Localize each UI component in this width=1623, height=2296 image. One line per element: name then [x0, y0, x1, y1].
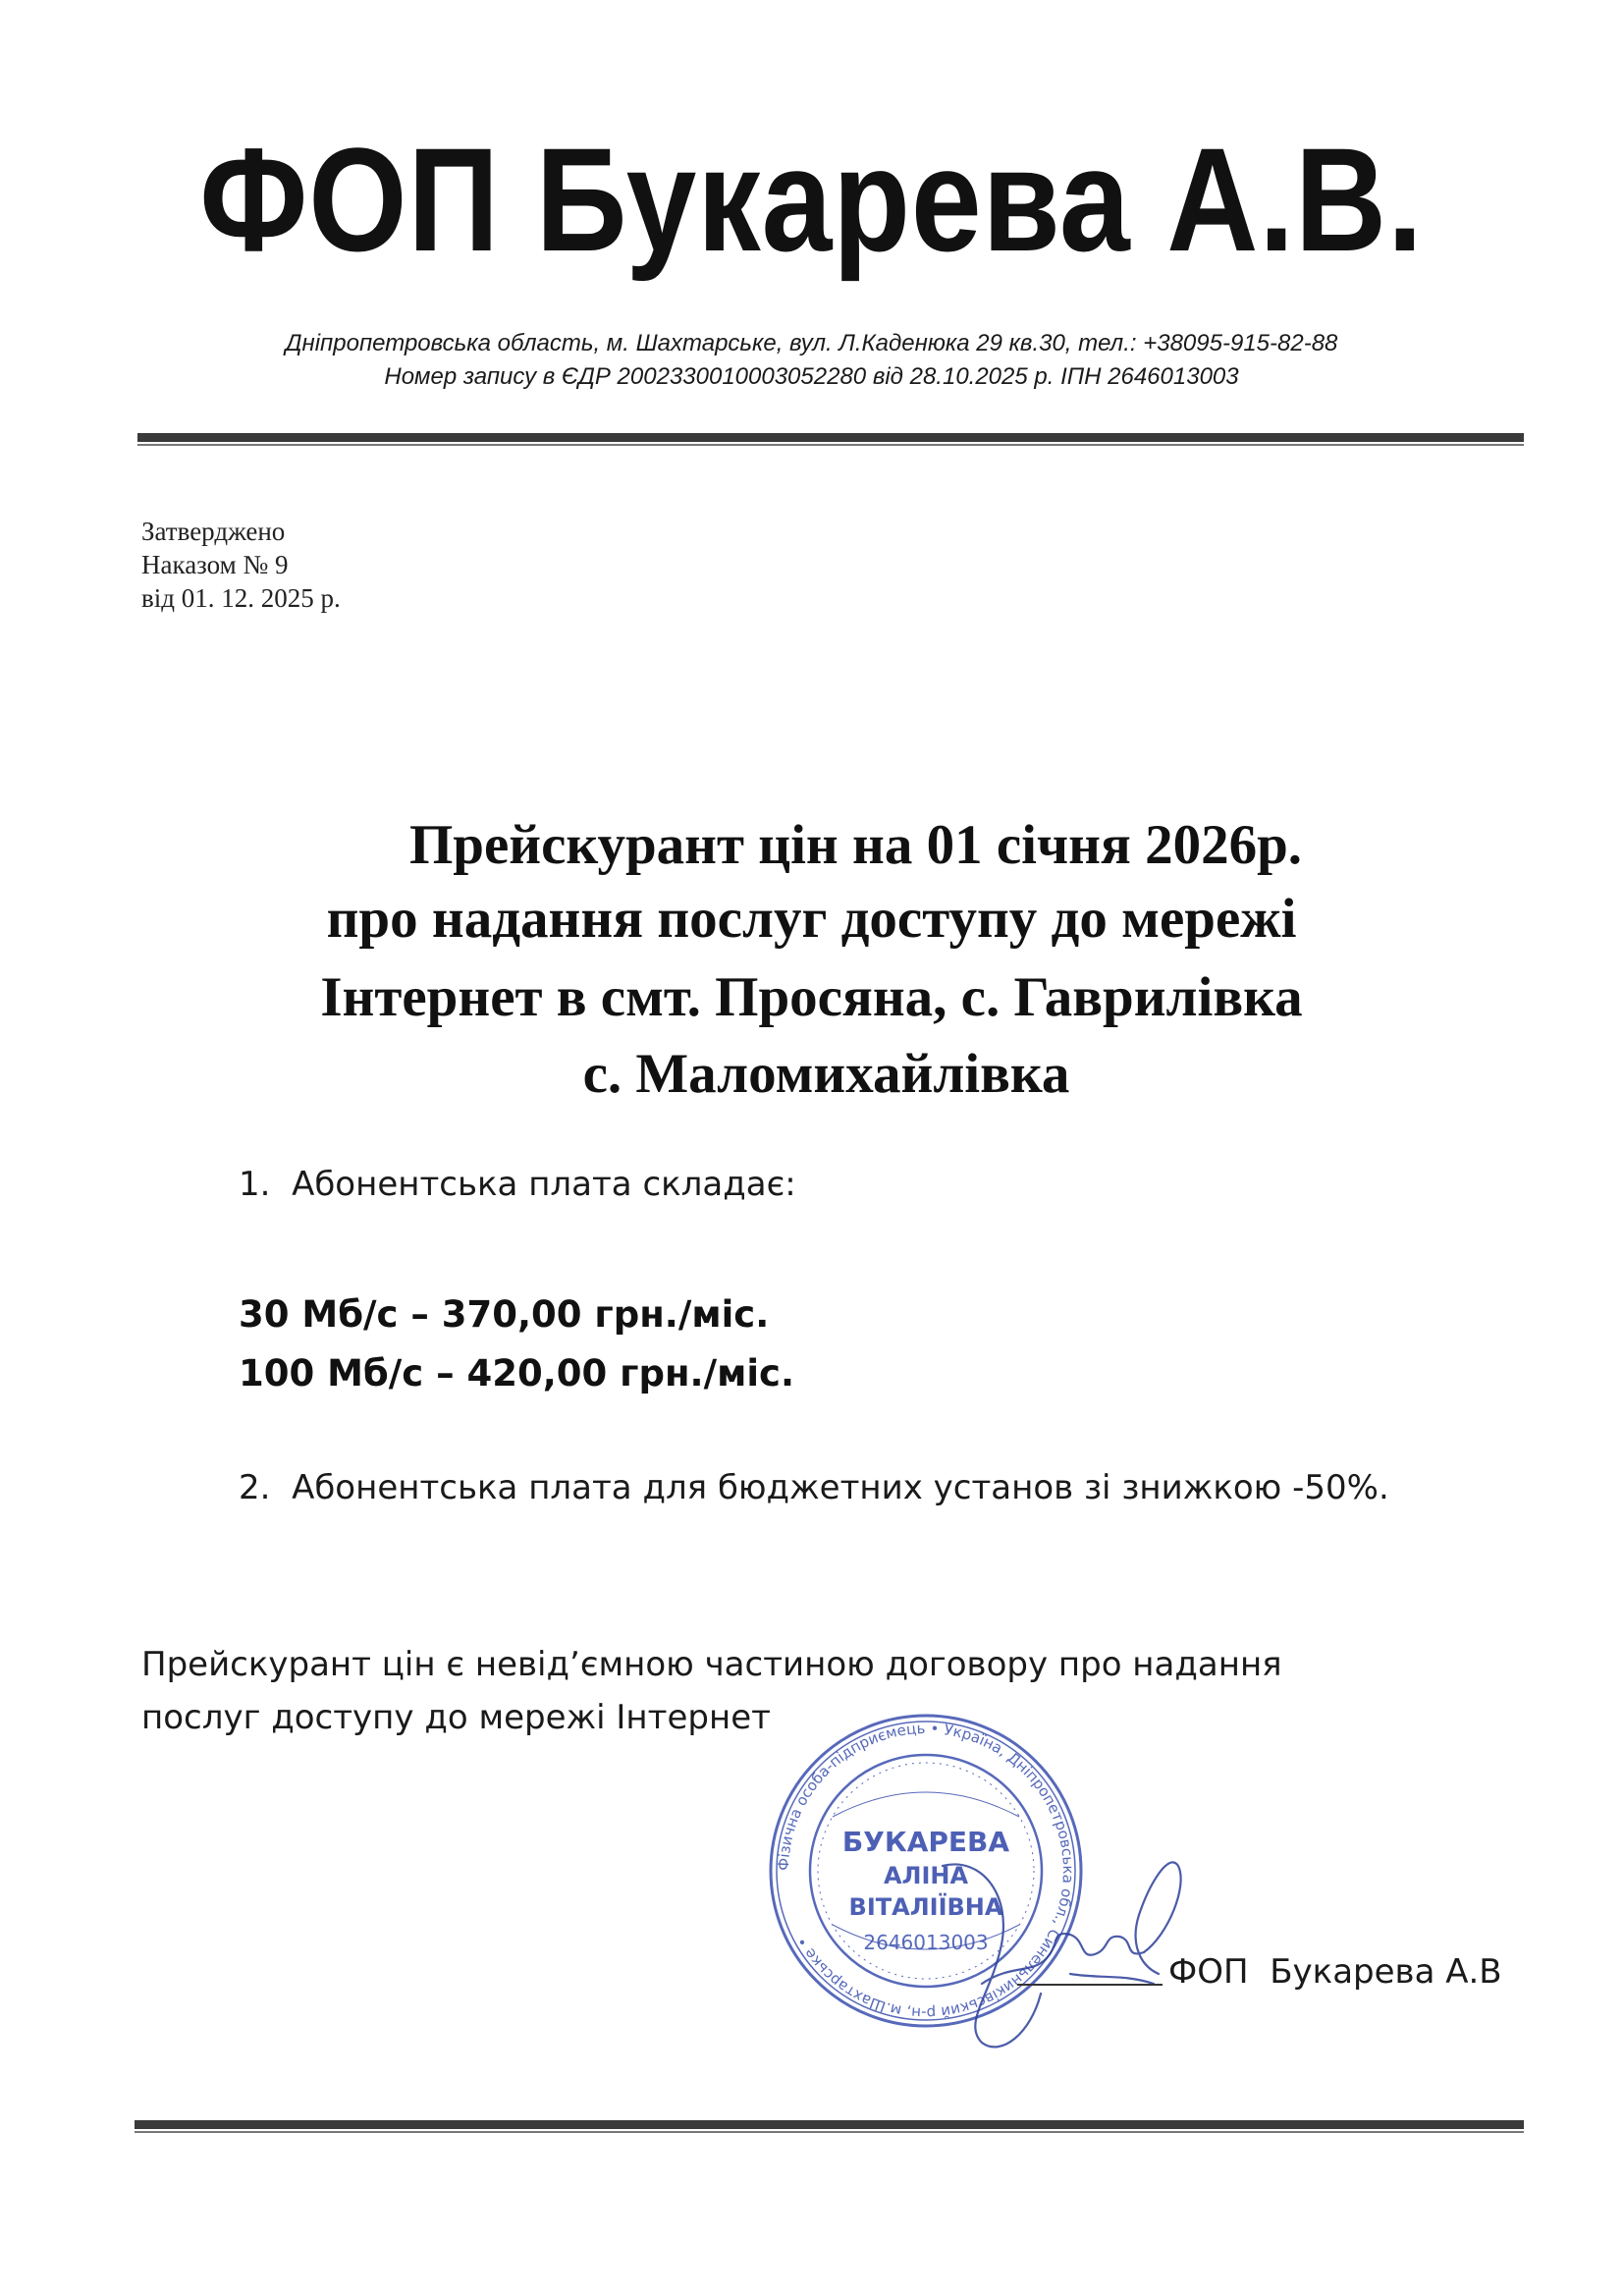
company-registry: Номер запису в ЄДР 2002330010003052280 від 28.10.2025 р. ІПН 2646013003: [384, 363, 1239, 390]
company-logo: ФОП Букарева А.В.: [199, 117, 1424, 282]
stamp-patronymic: ВІТАЛІЇВНА: [848, 1893, 1003, 1921]
list-item: [239, 1163, 796, 1206]
list-item-text: Абонентська плата для бюджетних установ зі знижкою -50%.: [292, 1468, 1389, 1507]
stamp-first-name: АЛІНА: [883, 1862, 969, 1889]
company-address: Дніпропетровська область, м. Шахтарське, вул. Л.Каденюка 29 кв.30, тел.: +38095-915-82-88: [285, 330, 1338, 356]
signatory-name: ФОП Букарева А.В: [1168, 1952, 1502, 1992]
list-item-number: 2.: [239, 1468, 271, 1507]
stamp-surname: БУКАРЕВА: [841, 1826, 1010, 1858]
footer-line-1: Прейскурант цін є невід’ємною частиною договору про надання: [141, 1645, 1282, 1684]
footer-divider: [135, 2120, 1524, 2129]
handwritten-signature: [923, 1827, 1217, 2062]
rate-100: 100 Мб/с – 420,00 грн./міс.: [239, 1352, 795, 1394]
title-line-3: Інтернет в смт. Просяна, с. Гаврилівка: [320, 966, 1303, 1028]
title-line-4: с. Маломихайлівка: [582, 1043, 1070, 1105]
list-item: [239, 1466, 1389, 1509]
header-divider: [137, 433, 1524, 442]
approval-label: Затверджено: [141, 517, 286, 546]
title-line-2: про надання послуг доступу до мережі: [326, 888, 1297, 950]
title-line-1: Прейскурант цін на 01 січня 2026р.: [408, 814, 1303, 876]
approval-order: Наказом № 9: [141, 550, 289, 579]
stamp-code: 2646013003: [863, 1931, 989, 1954]
signature-line: [1017, 1984, 1163, 1986]
approval-date: від 01. 12. 2025 р.: [141, 583, 341, 613]
list-item-number: 1.: [239, 1165, 271, 1204]
rate-30: 30 Мб/с – 370,00 грн./міс.: [239, 1293, 770, 1336]
stamp-ring-text: Фізична особа-підприємець • Україна, Дніпропетровська обл., Синельниківський р-н, м.Шахтарське •: [774, 1719, 1078, 2023]
footer-line-2: послуг доступу до мережі Інтернет: [141, 1698, 771, 1737]
approval-block: [141, 515, 341, 615]
list-item-text: Абонентська плата складає:: [292, 1165, 796, 1204]
